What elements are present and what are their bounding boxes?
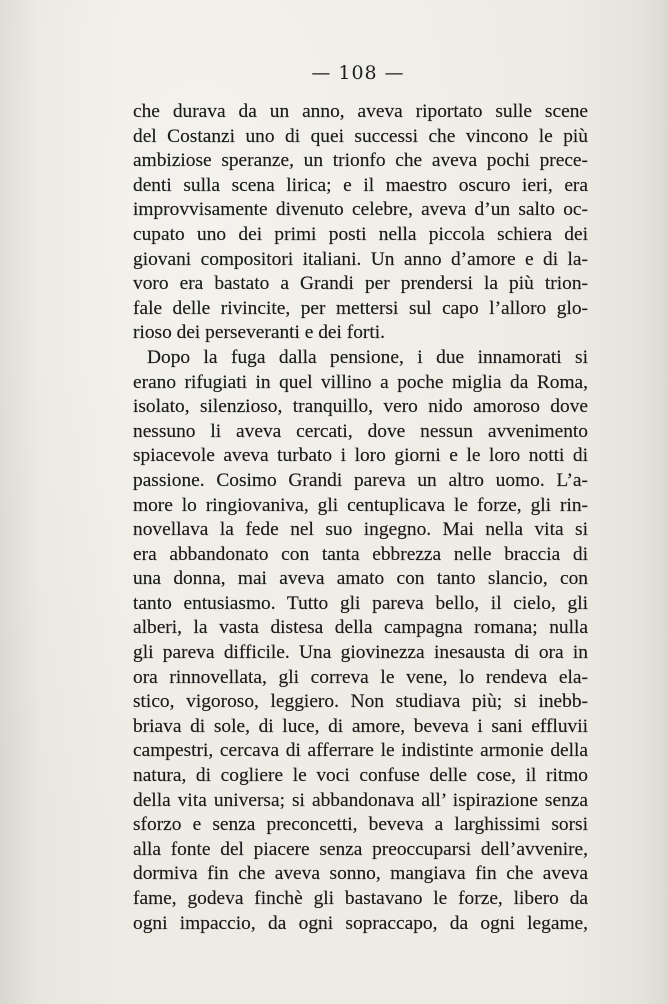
text-line: improvvisamente divenuto celebre, aveva d’un salto oc- bbox=[133, 199, 588, 221]
text-line: della vita universa; si abbandonava all’ ispirazione senza bbox=[133, 789, 588, 811]
text-line: novellava la fede nel suo ingegno. Mai nella vita si bbox=[133, 519, 588, 541]
text-line: spiacevole aveva turbato i loro giorni e le loro notti di bbox=[133, 445, 588, 467]
text-line: fale delle rivincite, per mettersi sul capo l’alloro glo- bbox=[133, 297, 588, 319]
text-line: passione. Cosimo Grandi pareva un altro uomo. L’a- bbox=[133, 469, 588, 491]
text-line: briava di sole, di luce, di amore, beveva i sani effluvii bbox=[133, 715, 588, 737]
text-line: natura, di cogliere le voci confuse delle cose, il ritmo bbox=[133, 765, 588, 787]
text-line: nessuno li aveva cercati, dove nessun avvenimento bbox=[133, 420, 588, 442]
text-line: erano rifugiati in quel villino a poche miglia da Roma, bbox=[133, 371, 588, 393]
text-line: era abbandonato con tanta ebbrezza nelle braccia di bbox=[133, 543, 588, 565]
body-text bbox=[133, 100, 588, 936]
text-line: alberi, la vasta distesa della campagna romana; nulla bbox=[133, 617, 588, 639]
text-line: che durava da un anno, aveva riportato sulle scene bbox=[133, 101, 588, 122]
text-line: ambiziose speranze, un trionfo che aveva pochi prece- bbox=[133, 150, 588, 172]
text-line: alla fonte del piacere senza preoccuparsi dell’avvenire, bbox=[133, 838, 588, 860]
text-line: cupato uno dei primi posti nella piccola schiera dei bbox=[133, 223, 588, 245]
text-line: del Costanzi uno di quei successi che vincono le più bbox=[133, 125, 588, 147]
text-line: una donna, mai aveva amato con tanto slancio, con bbox=[133, 568, 588, 590]
page-number: — 108 — bbox=[311, 62, 405, 84]
text-line: giovani compositori italiani. Un anno d’amore e di la- bbox=[133, 248, 588, 270]
text-line: tanto entusiasmo. Tutto gli pareva bello, il cielo, gli bbox=[133, 592, 588, 614]
text-line: denti sulla scena lirica; e il maestro oscuro ieri, era bbox=[133, 174, 588, 196]
text-line: campestri, cercava di afferrare le indistinte armonie della bbox=[133, 740, 588, 762]
text-line: stico, vigoroso, leggiero. Non studiava più; si inebb- bbox=[133, 691, 588, 713]
text-line-paragraph-start: Dopo la fuga dalla pensione, i due innamorati si bbox=[147, 346, 588, 368]
text-line: fame, godeva finchè gli bastavano le forze, libero da bbox=[133, 888, 588, 909]
text-line: dormiva fin che aveva sonno, mangiava fin che aveva bbox=[133, 863, 588, 885]
text-line: isolato, silenzioso, tranquillo, vero nido amoroso dove bbox=[133, 396, 588, 418]
text-line: gli pareva difficile. Una giovinezza inesausta di ora in bbox=[133, 642, 588, 664]
text-line: sforzo e senza preconcetti, beveva a larghissimi sorsi bbox=[133, 814, 588, 836]
text-line: ogni impaccio, da ogni sopraccapo, da ogni legame, bbox=[133, 912, 588, 934]
text-line-paragraph-end: rioso dei perseveranti e dei forti. bbox=[133, 322, 385, 344]
text-line: voro era bastato a Grandi per prendersi la più trion- bbox=[133, 273, 588, 295]
text-line: more lo ringiovaniva, gli centuplicava le forze, gli rin- bbox=[133, 494, 588, 516]
text-line: ora rinnovellata, gli correva le vene, lo rendeva ela- bbox=[133, 666, 588, 688]
